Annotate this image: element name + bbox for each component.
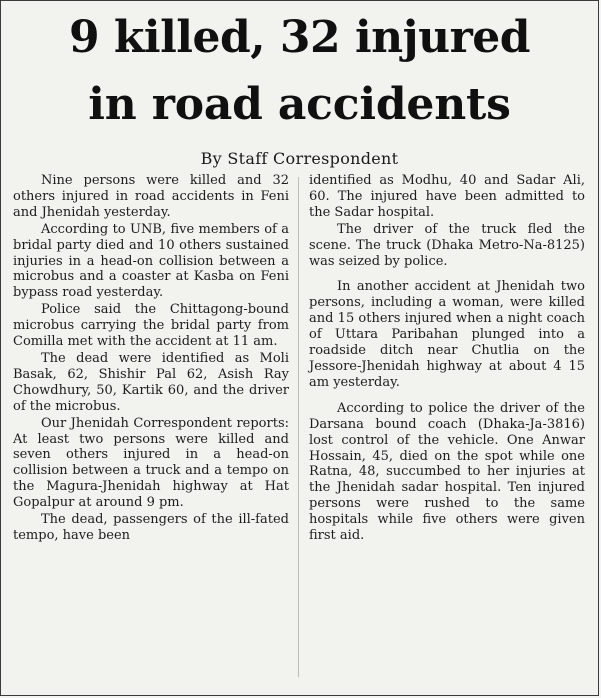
right-column	[309, 173, 585, 545]
paragraph: Nine persons were killed and 32 others injured in road accidents in Feni and Jhenidah yesterday.	[13, 173, 289, 220]
paragraph: identified as Modhu, 40 and Sadar Ali, 60. The injured have been admitted to the Sadar hospital.	[309, 173, 585, 220]
paragraph: In another accident at Jhenidah two persons, including a woman, were killed and 15 others injured when a night coach of Uttara Paribahan plunged into a roadside ditch near Chutlia on the Jessore-Jhenidah highway at about 4 15 am yesterday.	[309, 279, 585, 390]
paragraph: The dead, passengers of the ill-fated tempo, have been	[13, 512, 289, 543]
paragraph: The dead were identified as Moli Basak, 62, Shishir Pal 62, Asish Ray Chowdhury, 50, Kartik 60, and the driver of the microbus.	[13, 350, 289, 414]
paragraph: According to UNB, five members of a bridal party died and 10 others sustained injuries in a head-on collision between a microbus and a coaster at Kasba on Feni bypass road yesterday.	[13, 221, 289, 301]
left-column	[13, 173, 289, 545]
byline: By Staff Correspondent	[200, 149, 399, 168]
paragraph: According to police the driver of the Darsana bound coach (Dhaka-Ja-3816) lost control of the vehicle. One Anwar Hossain, 45, died on the spot while one Ratna, 48, succumbed to her injuries at the Jhenidah sadar hospital. Ten injured persons were rushed to the same hospitals while five others were given first aid.	[309, 400, 585, 544]
paragraph: Police said the Chittagong-bound microbus carrying the bridal party from Comilla met with the accident at 11 am.	[13, 302, 289, 350]
headline-line-2: in road accidents	[88, 79, 511, 130]
column-divider	[298, 177, 299, 677]
paragraph: Our Jhenidah Correspondent reports: At least two persons were killed and seven others injured in a head-on collision between a truck and a tempo on the Magura-Jhenidah highway at Hat Gopalpur at around 9 pm.	[13, 415, 289, 511]
paragraph: The driver of the truck fled the scene. The truck (Dhaka Metro-Na-8125) was seized by police.	[309, 221, 585, 269]
headline-line-1: 9 killed, 32 injured	[68, 12, 531, 63]
